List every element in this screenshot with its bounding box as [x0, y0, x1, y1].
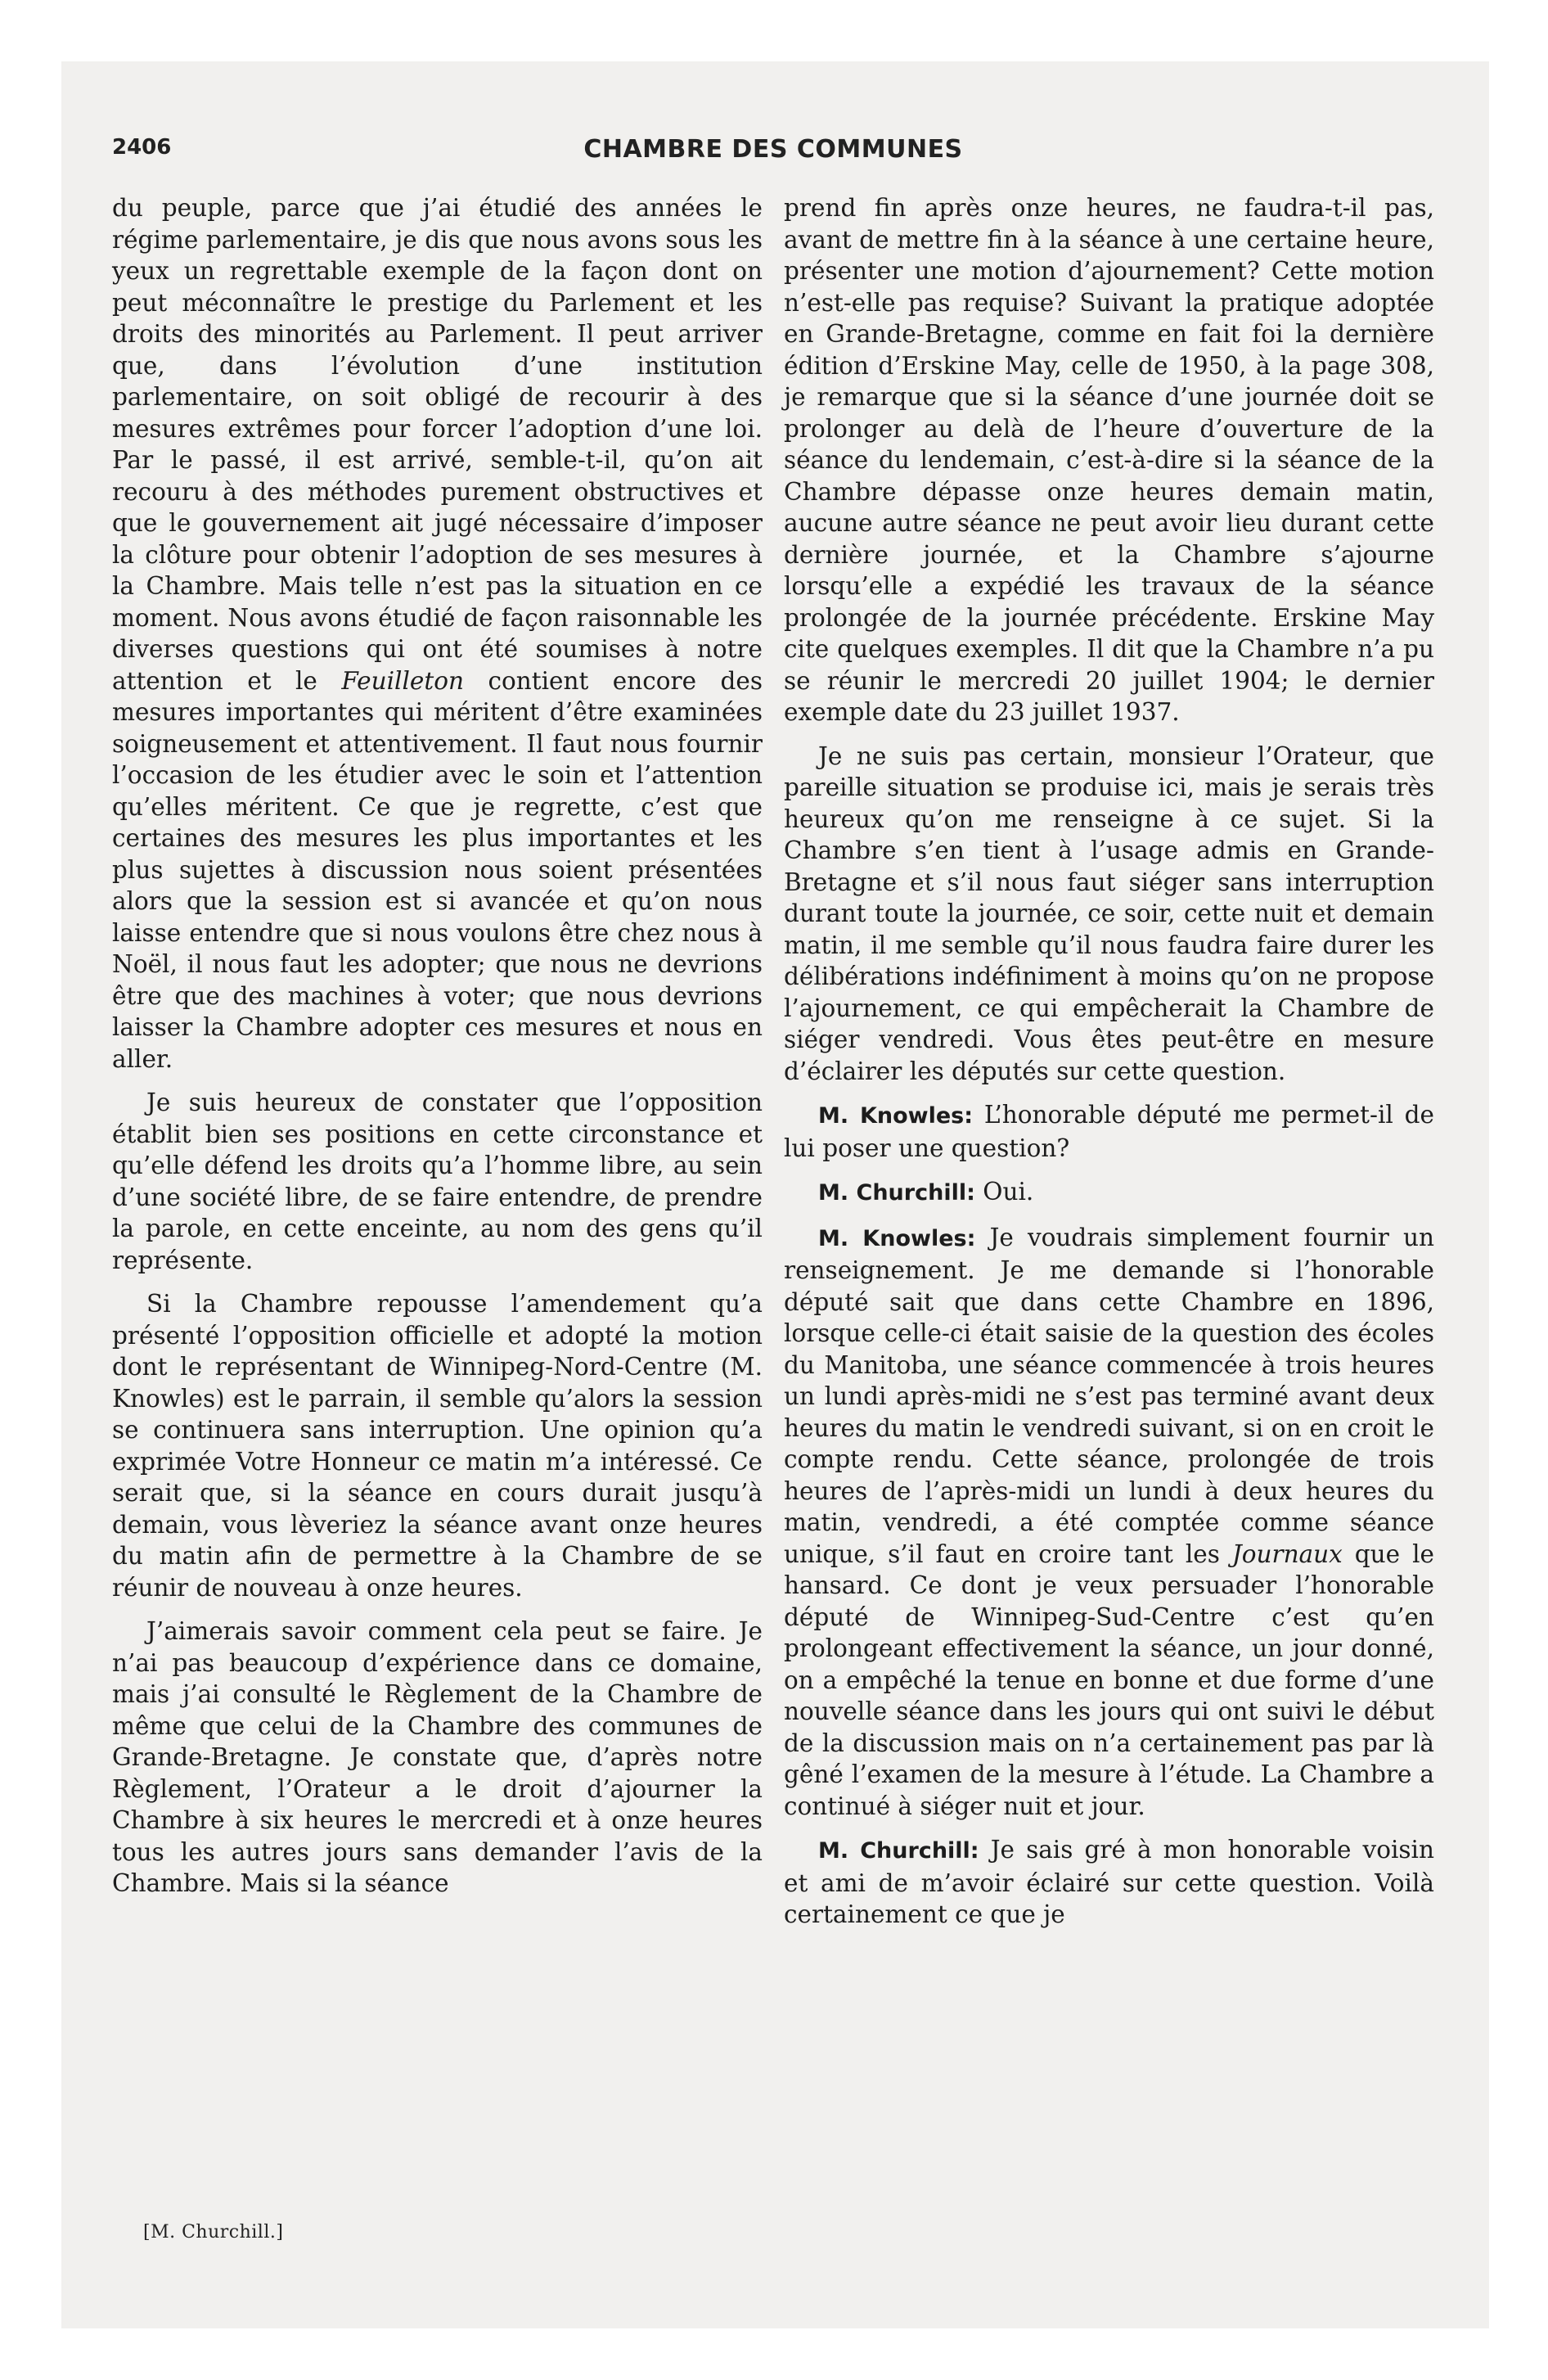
- running-title: CHAMBRE DES COMMUNES: [583, 135, 963, 164]
- speaker-name: M. Knowles:: [818, 1103, 974, 1129]
- paragraph: Si la Chambre repousse l’amendement qu’a présenté l’opposition officielle et adopté la motion dont le représentant de Winnipeg-Nord-Centre (M. Knowles) est le parrain, il semble qu’alors la session se continuera sans interruption. Une opinion qu’a exprimée Votre Honneur ce matin m’a intéressé. Ce serait que, si la séance en cours durait jusqu’à demain, vous lèveriez la séance avant onze heures du matin afin de permettre à la Chambre de se réunir de nouveau à onze heures.: [112, 1290, 763, 1602]
- speech-text: L’honorable député me permet-il de lui poser une question?: [784, 1101, 1434, 1162]
- italic-term: Journaux: [1231, 1539, 1343, 1568]
- page-number: 2406: [112, 135, 172, 160]
- paragraph: J’aimerais savoir comment cela peut se faire. Je n’ai pas beaucoup d’expérience dans ce domaine, mais j’ai consulté le Règlement de la Chambre de même que celui de la Chambre des communes de Grande-Bretagne. Je constate que, d’après notre Règlement, l’Orateur a le droit d’ajourner la Chambre à six heures le mercredi et à onze heures tous les autres jours sans demander l’avis de la Chambre. Mais si la séance: [112, 1617, 763, 1897]
- speech-text: Oui.: [983, 1178, 1034, 1206]
- speaker-name: M. Churchill:: [818, 1838, 979, 1864]
- speech-text: que le hansard. Ce dont je veux persuader l’honorable député de Winnipeg-Sud-Centre c’est qu’en prolongeant effectivement la séance, un jour donné, on a empêché la tenue en bonne et due forme d’une nouvelle séance dans les jours qui ont suivi le début de la discussion mais on n’a certainement pas par là gêné l’examen de la mesure à l’étude. La Chambre a continué à siéger nuit et jour.: [784, 1539, 1434, 1820]
- paragraph: [112, 192, 763, 1075]
- text-run: contient encore des mesures importantes qui méritent d’être examinées soigneusement et attentivement. Il faut nous fournir l’occasion de les étudier avec le soin et l’attention qu’elles méritent. Ce que je regrette, c’est que certaines des mesures les plus importantes et les plus sujettes à discussion nous soient présentées alors que la session est si avancée et qu’on nous laisse entendre que si nous voulons être chez nous à Noël, il nous faut les adopter; que nous ne devrions être que des machines à voter; que nous devrions laisser la Chambre adopter ces mesures et nous en aller.: [112, 666, 763, 1073]
- paragraph: prend fin après onze heures, ne faudra-t-il pas, avant de mettre fin à la séance à une certaine heure, présenter une motion d’ajournement? Cette motion n’est-elle pas requise? Suivant la pratique adoptée en Grande-Bretagne, comme en fait foi la dernière édition d’Erskine May, celle de 1950, à la page 308, je remarque que si la séance d’une journée doit se prolonger au delà de l’heure d’ouverture de la séance du lendemain, c’est-à-dire si la séance de la Chambre dépasse onze heures demain matin, aucune autre séance ne peut avoir lieu durant cette dernière journée, et la Chambre s’ajourne lorsqu’elle a expédié les travaux de la séance prolongée de la journée précédente. Erskine May cite quelques exemples. Il dit que la Chambre n’a pu se réunir le mercredi 20 juillet 1904; le dernier exemple date du 23 juillet 1937.: [784, 194, 1434, 726]
- speech: [784, 1834, 1434, 1931]
- speech: [784, 1099, 1434, 1164]
- speech: [784, 1176, 1434, 1210]
- paragraph: Je ne suis pas certain, monsieur l’Orateur, que pareille situation se produise ici, mais je serais très heureux qu’on me renseigne à ce sujet. Si la Chambre s’en tient à l’usage admis en Grande-Bretagne et s’il nous faut siéger sans interruption durant toute la journée, ce soir, cette nuit et demain matin, il me semble qu’il nous faudra faire durer les délibérations indéfiniment à moins qu’on ne propose l’ajournement, ce qui empêcherait la Chambre de siéger vendredi. Vous êtes peut-être en mesure d’éclairer les députés sur cette question.: [784, 741, 1434, 1085]
- page-header: [112, 135, 1434, 176]
- right-column: [784, 192, 1434, 1943]
- speaker-signature: [M. Churchill.]: [143, 2222, 284, 2243]
- paragraph: Je suis heureux de constater que l’opposition établit bien ses positions en cette circonstance et qu’elle défend les droits qu’a l’homme libre, au sein d’une société libre, de se faire entendre, de prendre la parole, en cette enceinte, au nom des gens qu’il représente.: [112, 1089, 763, 1274]
- speaker-name: M. Knowles:: [818, 1225, 976, 1251]
- page-sheet: [61, 61, 1489, 2328]
- italic-term: Feuilleton: [341, 666, 465, 695]
- text-run: du peuple, parce que j’ai étudié des années le régime parlementaire, je dis que nous avons sous les yeux un regrettable exemple de la façon dont on peut méconnaître le prestige du Parlement et les droits des minorités au Parlement. Il peut arriver que, dans l’évolution d’une institution parlementaire, on soit obligé de recourir à des mesures extrêmes pour forcer l’adoption d’une loi. Par le passé, il est arrivé, semble-t-il, qu’on ait recouru à des méthodes purement obstructives et que le gouvernement ait jugé nécessaire d’imposer la clôture pour obtenir l’adoption de ses mesures à la Chambre. Mais telle n’est pas la situation en ce moment. Nous avons étudié de façon raisonnable les diverses questions qui ont été soumises à notre attention et le: [112, 194, 763, 695]
- speech: [784, 1222, 1434, 1823]
- speech-text: Je sais gré à mon honorable voisin et ami de m’avoir éclairé sur cette question. Voilà certainement ce que je: [784, 1836, 1434, 1928]
- speech-text: Je voudrais simplement fournir un renseignement. Je me demande si l’honorable député sait que dans cette Chambre en 1896, lorsque celle-ci était saisie de la question des écoles du Manitoba, une séance commencée à trois heures un lundi après-midi ne s’est pas terminé avant deux heures du matin le vendredi suivant, si on en croit le compte rendu. Cette séance, prolongée de trois heures de l’après-midi un lundi à deux heures du matin, vendredi, a été comptée comme séance unique, s’il faut en croire tant les: [784, 1223, 1434, 1568]
- left-column: [112, 192, 763, 1912]
- speaker-name: M. Churchill:: [818, 1180, 975, 1206]
